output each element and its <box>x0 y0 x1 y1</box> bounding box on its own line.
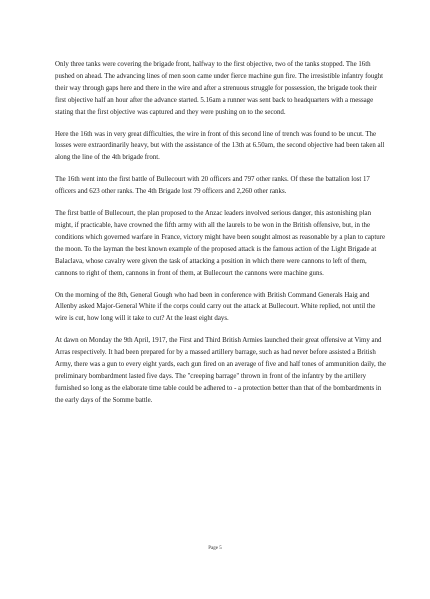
paragraph-gough-conference: On the morning of the 8th, General Gough who had been in conference with British Command Generals Haig and Allenby asked Major-General White if the corps could carry out the attack at Bullecourt. White replied, not until the wire is cut, how long will it take to cut? At the least eight days. <box>55 291 376 323</box>
paragraph-battalion-losses: The 16th went into the first battle of Bullecourt with 20 officers and 797 other ranks. Of these the battalion lost 17 officers and 623 other ranks. The 4th Brigade lost 79 officers and 2,260 other ranks. <box>55 176 370 196</box>
paragraph-bullecourt-plan: The first battle of Bullecourt, the plan proposed to the Anzac leaders involved serious danger, this astonishing plan might, if practicable, have crowned the fifth army with all the laurels to be won in the British offensive, but, in the conditions which governed warfare in France, victory might have been sought almost as reasonable by a plan to capture the moon. To the layman the best known example of the proposed attack is the famous action of the Light Brigade at Balaclava, whose cavalry were given the task of attacking a position in which there were cannons to left of them, cannons to right of them, cannons in front of them, at Bullecourt the cannons were machine guns. <box>55 210 386 277</box>
paragraph-vimy-arras-offensive: At dawn on Monday the 9th April, 1917, the First and Third British Armies launched their great offensive at Vimy and Arras respectively. It had been prepared for by a massed artillery barrage, such as had never before assisted a British Army, there was a gun to every eight yards, each gun fired on an average of five and half tones of ammunition daily, the preliminary bombardment lasted five days. The "creeping barrage" thrown in front of the infantry by the artillery furnished so long as the elaborate time table could be adhered to - a protection better than that of the bombardments in the early days of the Somme battle. <box>55 337 386 404</box>
paragraph-second-objective: Here the 16th was in very great difficulties, the wire in front of this second line of trench was found to be uncut. The losses were extraordinarily heavy, but with the assistance of the 13th at 6.50am, the second objective had been taken all along the line of the 4th brigade front. <box>55 130 385 162</box>
paragraph-tanks-first-objective: Only three tanks were covering the brigade front, halfway to the first objective, two of the tanks stopped. The 16th pushed on ahead. The advancing lines of men soon came under fierce machine gun fire. The irresistible infantry fought their way through gaps here and there in the wire and after a strenuous struggle for possession, the brigade took their first objective half an hour after the advance started. 5.16am a runner was sent back to headquarters with a message stating that the first objective was captured and they were pushing on to the second. <box>55 61 384 116</box>
page-number: Page 5 <box>208 546 222 551</box>
page-body <box>55 59 387 407</box>
